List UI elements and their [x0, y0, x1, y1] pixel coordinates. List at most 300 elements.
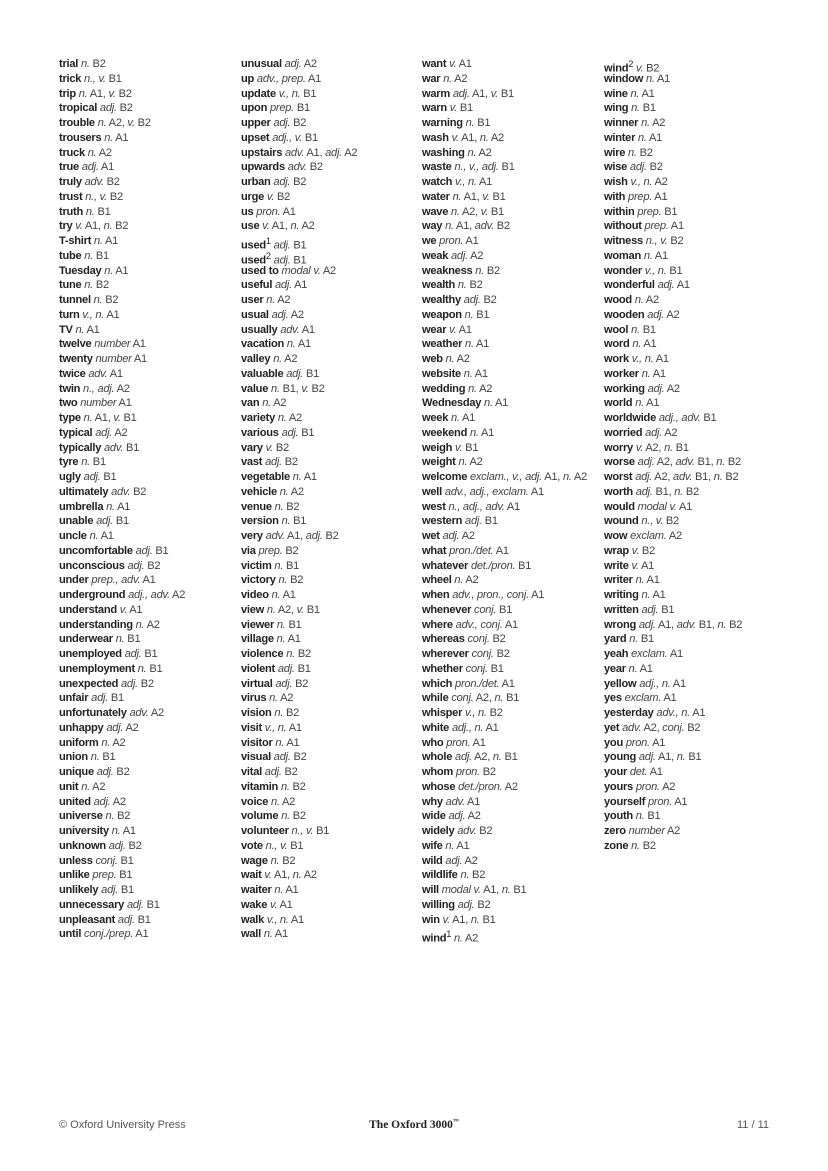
headword: walk: [241, 913, 265, 926]
part-of-speech: prep.: [92, 869, 117, 882]
part-of-speech: det./pron.: [470, 559, 516, 572]
cefr-level: A2: [502, 780, 518, 793]
headword: wild: [422, 854, 443, 867]
word-entry: [241, 780, 419, 795]
cefr-level: B2: [667, 235, 684, 247]
headword: upset: [241, 131, 270, 144]
headword: wife: [422, 839, 443, 852]
headword: would: [604, 500, 635, 513]
headword: web: [422, 353, 443, 365]
part-of-speech: v.: [113, 412, 121, 424]
word-entry: [241, 367, 419, 382]
word-entry: [241, 337, 419, 352]
cefr-level: B1: [639, 323, 656, 336]
part-of-speech: adj.: [465, 515, 482, 528]
cefr-level: B2: [93, 279, 109, 292]
cefr-level: A2: [454, 353, 470, 365]
cefr-level: A1: [653, 353, 669, 365]
cefr-level: A1: [130, 338, 146, 351]
part-of-speech: adj.: [325, 146, 343, 159]
part-of-speech: n.: [676, 751, 686, 764]
word-entry: [241, 72, 419, 87]
cefr-level: A1: [476, 176, 493, 188]
part-of-speech: adv.: [673, 471, 693, 483]
cefr-level: A2: [643, 294, 659, 306]
word-entry: [241, 205, 419, 220]
cefr-level: A2: [467, 249, 484, 262]
cefr-level: B2: [134, 117, 151, 129]
cefr-level: B2: [89, 58, 106, 70]
part-of-speech: n.: [81, 456, 90, 469]
part-of-speech: n.: [501, 884, 511, 896]
word-column-4: [604, 57, 782, 854]
part-of-speech: n.: [638, 131, 647, 144]
headword: usual: [241, 308, 269, 321]
headword: yourself: [604, 795, 646, 808]
part-of-speech: adv.: [474, 220, 494, 233]
part-of-speech: n.: [275, 736, 285, 749]
word-entry: [59, 500, 237, 515]
part-of-speech: pron./det.: [449, 544, 494, 557]
word-entry: [422, 736, 600, 751]
headword: worker: [604, 367, 639, 380]
word-entry: [241, 544, 419, 559]
word-entry: [422, 308, 600, 323]
part-of-speech: n.: [445, 353, 455, 365]
part-of-speech: n.: [276, 618, 286, 631]
word-entry: [241, 750, 419, 765]
headword: truly: [59, 176, 82, 188]
part-of-speech: v., n.: [631, 353, 654, 365]
word-entry: [241, 101, 419, 116]
cefr-level: B2: [130, 485, 147, 498]
part-of-speech: n.: [494, 692, 504, 705]
part-of-speech: n.: [457, 279, 467, 292]
part-of-speech: v.: [442, 913, 450, 926]
cefr-level: A1,: [271, 869, 293, 882]
part-of-speech: n.: [469, 426, 479, 439]
cefr-level: B2: [281, 456, 298, 469]
part-of-speech: n.: [281, 515, 291, 528]
cefr-level: A1: [638, 559, 655, 572]
cefr-level: B2: [493, 220, 510, 233]
part-of-speech: n.: [274, 707, 284, 719]
cefr-level: B2: [639, 839, 656, 852]
cefr-level: B2: [295, 648, 311, 660]
part-of-speech: pron.: [625, 736, 650, 749]
headword: waste: [422, 161, 452, 174]
word-entry: [604, 205, 782, 220]
word-entry: [59, 411, 237, 426]
word-entry: [241, 632, 419, 647]
headword: twenty: [59, 353, 93, 365]
cefr-level: A1: [283, 884, 299, 896]
headword: wait: [241, 869, 262, 882]
word-entry: [59, 485, 237, 500]
cefr-level: B2: [306, 161, 323, 174]
word-entry: [604, 57, 782, 75]
headword: ugly: [59, 471, 81, 483]
headword: willing: [422, 898, 455, 911]
cefr-level: B1: [117, 854, 134, 867]
cefr-level: B1: [123, 441, 140, 454]
headword: wool: [604, 323, 629, 336]
word-entry: [604, 736, 782, 751]
word-entry: [241, 898, 419, 913]
word-entry: [59, 573, 237, 588]
cefr-level: B2: [466, 279, 483, 292]
part-of-speech: adv.: [622, 721, 642, 734]
cefr-level: B2: [322, 530, 339, 542]
cefr-level: A1: [113, 131, 129, 144]
cefr-level: A2: [462, 932, 479, 945]
word-entry: [241, 382, 419, 397]
cefr-level: B2: [115, 87, 132, 100]
cefr-level: B1: [474, 117, 491, 129]
headword: world: [604, 397, 633, 410]
part-of-speech: adj.: [273, 254, 291, 267]
headword: up: [241, 72, 255, 85]
headword: wrap: [604, 544, 629, 557]
headword: view: [241, 603, 265, 616]
part-of-speech: adj.: [286, 367, 304, 380]
cefr-level: A2: [299, 220, 315, 233]
cefr-level: A1: [299, 323, 315, 336]
word-entry: [241, 190, 419, 205]
part-of-speech: adj., v.: [272, 131, 303, 144]
cefr-level: B1: [487, 662, 504, 675]
headword: whole: [422, 751, 453, 764]
word-entry: [422, 426, 600, 441]
word-entry: [241, 352, 419, 367]
headword: truck: [59, 146, 85, 159]
word-column-1: [59, 57, 237, 942]
headword: wind: [604, 62, 629, 75]
part-of-speech: n.: [274, 559, 284, 572]
part-of-speech: n.: [89, 530, 99, 542]
headword: unknown: [59, 839, 106, 852]
word-entry: [59, 219, 237, 234]
headword: whenever: [422, 603, 472, 616]
cefr-level: A2: [288, 308, 304, 321]
headword: unemployment: [59, 662, 135, 675]
part-of-speech: adj.: [117, 913, 135, 926]
cefr-level: A2: [662, 426, 678, 439]
cefr-level: B1: [93, 249, 109, 262]
headword: will: [422, 884, 439, 896]
cefr-level: B1: [489, 190, 506, 203]
part-of-speech: adj.: [91, 692, 109, 705]
part-of-speech: v., n.: [630, 176, 653, 188]
word-entry: [241, 441, 419, 456]
headword: ultimately: [59, 485, 109, 498]
cefr-level: B1: [141, 648, 158, 660]
homograph-number: 1: [446, 929, 452, 940]
headword: worst: [604, 471, 633, 483]
headword: trip: [59, 87, 76, 100]
word-entry: [59, 146, 237, 161]
headword: wet: [422, 530, 440, 542]
part-of-speech: adj., adv.: [658, 412, 701, 424]
headword: virtual: [241, 677, 273, 690]
headword: within: [604, 205, 635, 218]
cefr-level: B2: [308, 382, 325, 395]
part-of-speech: n.: [135, 618, 145, 631]
cefr-level: B1: [99, 751, 116, 764]
headword: wire: [604, 146, 626, 159]
cefr-level: B1: [638, 633, 654, 646]
word-entry: [59, 308, 237, 323]
cefr-level: A2: [110, 795, 126, 808]
cefr-level: A2: [301, 869, 317, 882]
headword: which: [422, 677, 453, 690]
headword: unfair: [59, 692, 89, 705]
cefr-level: A1: [650, 589, 666, 601]
cefr-level: A1: [107, 367, 123, 380]
part-of-speech: conj.: [662, 721, 685, 734]
part-of-speech: n.: [87, 146, 97, 159]
part-of-speech: pron./det.: [455, 677, 500, 690]
cefr-level: B1: [294, 662, 311, 675]
word-entry: [241, 883, 419, 898]
cefr-level: A1: [277, 898, 293, 911]
cefr-level: A2,: [643, 441, 665, 454]
part-of-speech: adj.: [281, 426, 299, 439]
part-of-speech: n.: [292, 471, 302, 483]
part-of-speech: n.: [286, 648, 296, 660]
part-of-speech: adj.: [273, 751, 291, 764]
cefr-level: A1,: [304, 146, 326, 159]
cefr-level: B2: [493, 648, 510, 660]
part-of-speech: v.: [636, 62, 644, 75]
word-entry: [604, 87, 782, 102]
cefr-level: A2: [279, 795, 296, 808]
cefr-level: A1: [667, 648, 683, 660]
word-entry: [422, 544, 600, 559]
word-entry: [241, 219, 419, 234]
cefr-level: B2: [144, 559, 161, 572]
word-entry: [59, 367, 237, 382]
headword: venue: [241, 500, 272, 513]
headword: underwear: [59, 633, 113, 646]
cefr-level: A1: [464, 795, 481, 808]
headword: van: [241, 397, 260, 410]
homograph-number: 2: [628, 59, 634, 69]
headword: zone: [604, 839, 629, 852]
part-of-speech: n.: [270, 795, 280, 808]
cefr-level: B2: [283, 707, 300, 719]
headword: umbrella: [59, 500, 104, 513]
headword: true: [59, 161, 79, 174]
headword: typical: [59, 426, 93, 439]
word-entry: [422, 87, 600, 102]
word-entry: [604, 367, 782, 382]
part-of-speech: n.: [443, 72, 452, 85]
cefr-level: A1: [499, 677, 515, 690]
part-of-speech: prep.: [258, 544, 283, 557]
part-of-speech: adj.: [106, 721, 124, 734]
cefr-level: A1: [301, 471, 317, 483]
headword: where: [422, 618, 453, 631]
word-entry: [59, 765, 237, 780]
cefr-level: B1: [672, 441, 689, 454]
cefr-level: B1: [152, 544, 169, 557]
cefr-level: B1: [146, 662, 163, 675]
cefr-level: A1,: [269, 220, 291, 233]
word-entry: [604, 293, 782, 308]
part-of-speech: adv.: [676, 618, 696, 631]
part-of-speech: n.: [631, 102, 640, 115]
word-entry: [422, 72, 600, 87]
headword: wing: [604, 102, 629, 115]
cefr-level: A1: [285, 633, 301, 646]
cefr-level: B2: [639, 544, 655, 557]
homograph-number: 2: [265, 250, 271, 261]
headword: washing: [422, 146, 465, 159]
part-of-speech: v.: [455, 441, 463, 454]
headword: vision: [241, 707, 272, 719]
word-entry: [422, 868, 600, 883]
word-entry: [241, 116, 419, 131]
word-entry: [422, 750, 600, 765]
cefr-level: B2: [474, 898, 491, 911]
cefr-level: A1: [672, 795, 688, 808]
word-entry: [422, 249, 600, 264]
part-of-speech: n.: [81, 780, 90, 793]
word-entry: [59, 190, 237, 205]
headword: widely: [422, 825, 455, 837]
cefr-level: A1: [644, 574, 660, 587]
headword: year: [604, 662, 626, 675]
headword: victory: [241, 574, 276, 587]
part-of-speech: n.: [713, 471, 723, 483]
part-of-speech: n.: [716, 456, 726, 469]
part-of-speech: n.: [277, 412, 287, 424]
headword: wage: [241, 854, 268, 867]
word-entry: [422, 854, 600, 869]
document-title: [0, 1119, 828, 1131]
word-entry: [604, 618, 782, 633]
cefr-level: B1: [515, 559, 532, 572]
headword: watch: [422, 176, 453, 188]
cefr-level: B1: [644, 810, 661, 823]
part-of-speech: n.: [84, 279, 94, 292]
cefr-level: B1: [503, 692, 520, 705]
headword: wealth: [422, 279, 456, 292]
cefr-level: A2,: [473, 692, 495, 705]
headword: whisper: [422, 707, 463, 719]
word-entry: [241, 913, 419, 928]
word-entry: [422, 588, 600, 603]
cefr-level: B1: [116, 869, 133, 882]
word-entry: [422, 205, 600, 220]
part-of-speech: n.: [94, 235, 103, 247]
part-of-speech: n.: [484, 397, 493, 410]
cefr-level: A2: [112, 426, 128, 439]
word-entry: [59, 57, 237, 72]
word-entry: [422, 500, 600, 515]
cefr-level: B2: [290, 117, 307, 129]
cefr-level: B2: [283, 500, 300, 513]
word-entry: [59, 854, 237, 869]
cefr-level: A2: [451, 72, 468, 85]
cefr-level: B2: [289, 780, 306, 793]
word-entry: [59, 736, 237, 751]
part-of-speech: n.: [281, 810, 290, 823]
cefr-level: A1: [456, 323, 472, 336]
part-of-speech: adj.: [657, 279, 675, 292]
part-of-speech: prep., adv.: [91, 574, 141, 587]
headword: union: [59, 751, 88, 764]
cefr-level: A1: [459, 412, 476, 424]
word-entry: [241, 160, 419, 175]
word-entry: [604, 337, 782, 352]
cefr-level: A1: [284, 736, 300, 749]
headword: visual: [241, 751, 271, 764]
word-entry: [241, 426, 419, 441]
cefr-level: A1: [305, 72, 322, 85]
word-entry: [59, 382, 237, 397]
cefr-level: A1: [652, 190, 668, 203]
part-of-speech: n.: [83, 412, 93, 424]
cefr-level: B1: [290, 515, 307, 528]
headword: wow: [604, 530, 628, 542]
cefr-level: B2: [725, 456, 741, 469]
cefr-level: A2: [286, 412, 302, 424]
part-of-speech: adj.: [452, 87, 470, 100]
word-entry: [604, 514, 782, 529]
part-of-speech: n.: [641, 367, 651, 380]
cefr-level: A1: [654, 72, 671, 85]
part-of-speech: n.: [634, 294, 644, 306]
cefr-level: A2: [89, 780, 106, 793]
word-entry: [59, 278, 237, 293]
part-of-speech: exclam.: [630, 530, 667, 542]
cefr-level: B1: [287, 839, 304, 852]
headword: video: [241, 589, 269, 601]
part-of-speech: adj.: [265, 456, 282, 469]
cefr-level: A1: [98, 530, 114, 542]
word-entry: [422, 411, 600, 426]
part-of-speech: number: [628, 825, 665, 837]
word-entry: [59, 603, 237, 618]
cefr-level: B2: [292, 677, 309, 690]
copyright-notice: © Oxford University Press: [59, 1119, 186, 1131]
headword: white: [422, 721, 450, 734]
cefr-level: B2: [112, 220, 129, 233]
part-of-speech: adj.: [101, 884, 119, 896]
headword: vital: [241, 766, 262, 778]
cefr-level: A1: [295, 338, 311, 351]
part-of-speech: adj.: [93, 795, 111, 808]
cefr-level: A2: [288, 485, 304, 498]
part-of-speech: n.: [445, 839, 455, 852]
word-entry: [604, 352, 782, 367]
part-of-speech: pron.: [439, 235, 464, 247]
cefr-level: A2: [96, 146, 112, 159]
word-entry: [241, 809, 419, 824]
part-of-speech: v., n.: [264, 721, 287, 734]
headword: unlike: [59, 869, 90, 882]
headword: wise: [604, 161, 628, 174]
part-of-speech: v., n.: [455, 176, 477, 188]
cefr-level: A1: [652, 249, 668, 262]
part-of-speech: n., v.: [291, 825, 314, 837]
word-entry: [604, 175, 782, 190]
cefr-level: A2,: [459, 205, 481, 218]
part-of-speech: n.: [278, 574, 288, 587]
cefr-level: A1: [670, 677, 686, 690]
